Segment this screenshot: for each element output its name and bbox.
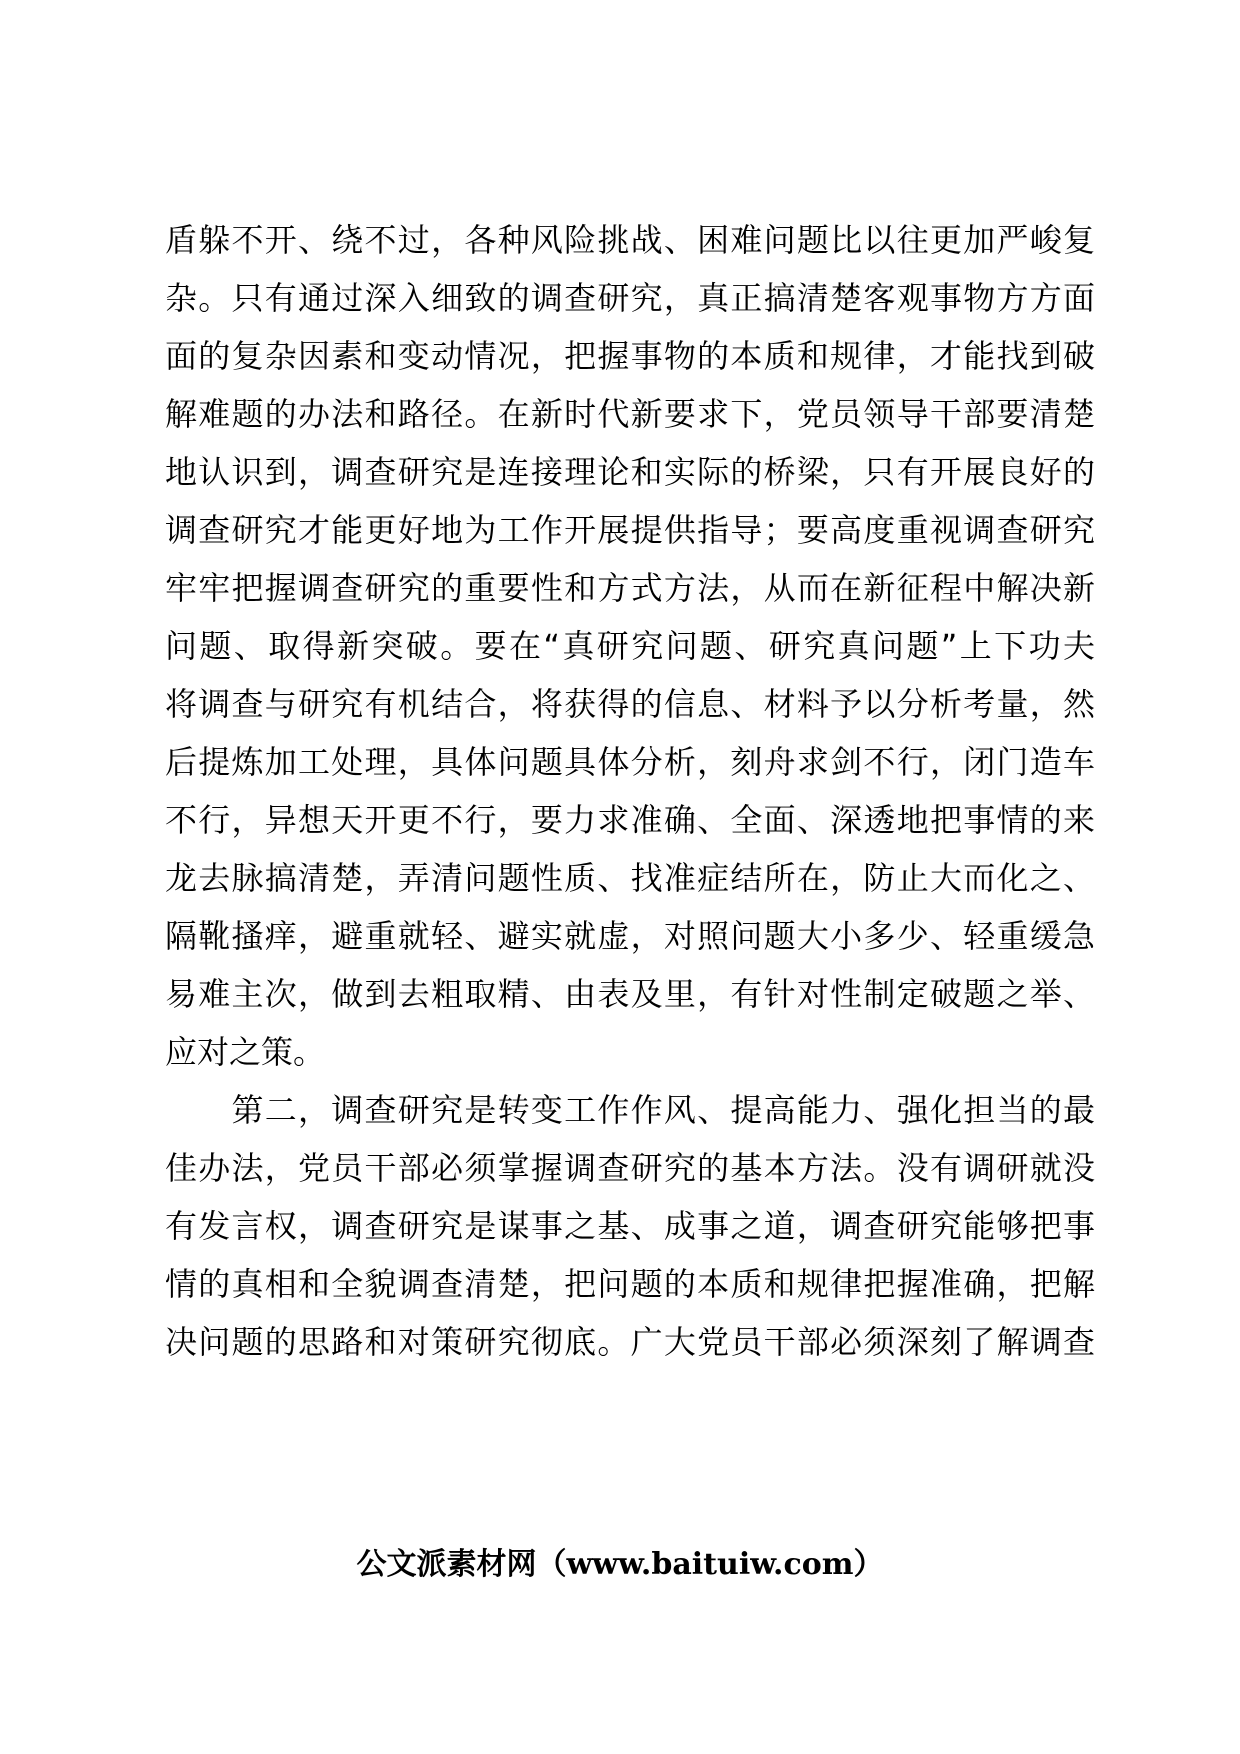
paragraph-1-line-5: 地认识到，调查研究是连接理论和实际的桥梁，只有开展良好的	[165, 453, 1095, 491]
paragraph-2-line-4: 情的真相和全貌调查清楚，把问题的本质和规律把握准确，把解	[165, 1265, 1095, 1303]
paragraph-1-line-8: 问题、取得新突破。要在“真研究问题、研究真问题”上下功夫	[165, 627, 1095, 665]
paragraph-1-line-2: 杂。只有通过深入细致的调查研究，真正搞清楚客观事物方方面	[165, 279, 1095, 317]
paragraph-1-line-4: 解难题的办法和路径。在新时代新要求下，党员领导干部要清楚	[165, 395, 1095, 433]
paragraph-1-line-7: 牢牢把握调查研究的重要性和方式方法，从而在新征程中解决新	[165, 569, 1095, 607]
paragraph-1-line-14: 易难主次，做到去粗取精、由表及里，有针对性制定破题之举、	[165, 975, 1095, 1013]
paragraph-1-line-1: 盾躲不开、绕不过，各种风险挑战、困难问题比以往更加严峻复	[165, 221, 1095, 259]
paragraph-1-line-15: 应对之策。	[165, 1033, 326, 1071]
paragraph-1-line-9: 将调查与研究有机结合，将获得的信息、材料予以分析考量，然	[165, 685, 1095, 723]
paragraph-2-line-3: 有发言权，调查研究是谋事之基、成事之道，调查研究能够把事	[165, 1207, 1095, 1245]
footer-watermark-text: 公文派素材网（www.baituiw.com）	[356, 1547, 884, 1582]
paragraph-2-line-1: 第二，调查研究是转变工作作风、提高能力、强化担当的最	[165, 1091, 1095, 1129]
paragraph-1-line-11: 不行，异想天开更不行，要力求准确、全面、深透地把事情的来	[165, 801, 1095, 839]
paragraph-1-line-10: 后提炼加工处理，具体问题具体分析，刻舟求剑不行，闭门造车	[165, 743, 1095, 781]
paragraph-1-line-12: 龙去脉搞清楚，弄清问题性质、找准症结所在，防止大而化之、	[165, 859, 1095, 897]
paragraph-1-line-6: 调查研究才能更好地为工作开展提供指导；要高度重视调查研究	[165, 511, 1095, 549]
paragraph-1-line-13: 隔靴搔痒，避重就轻、避实就虚，对照问题大小多少、轻重缓急	[165, 917, 1095, 955]
paragraph-1-line-3: 面的复杂因素和变动情况，把握事物的本质和规律，才能找到破	[165, 337, 1095, 375]
paragraph-2-line-2: 佳办法，党员干部必须掌握调查研究的基本方法。没有调研就没	[165, 1149, 1095, 1187]
paragraph-2-line-5: 决问题的思路和对策研究彻底。广大党员干部必须深刻了解调查	[165, 1323, 1095, 1361]
